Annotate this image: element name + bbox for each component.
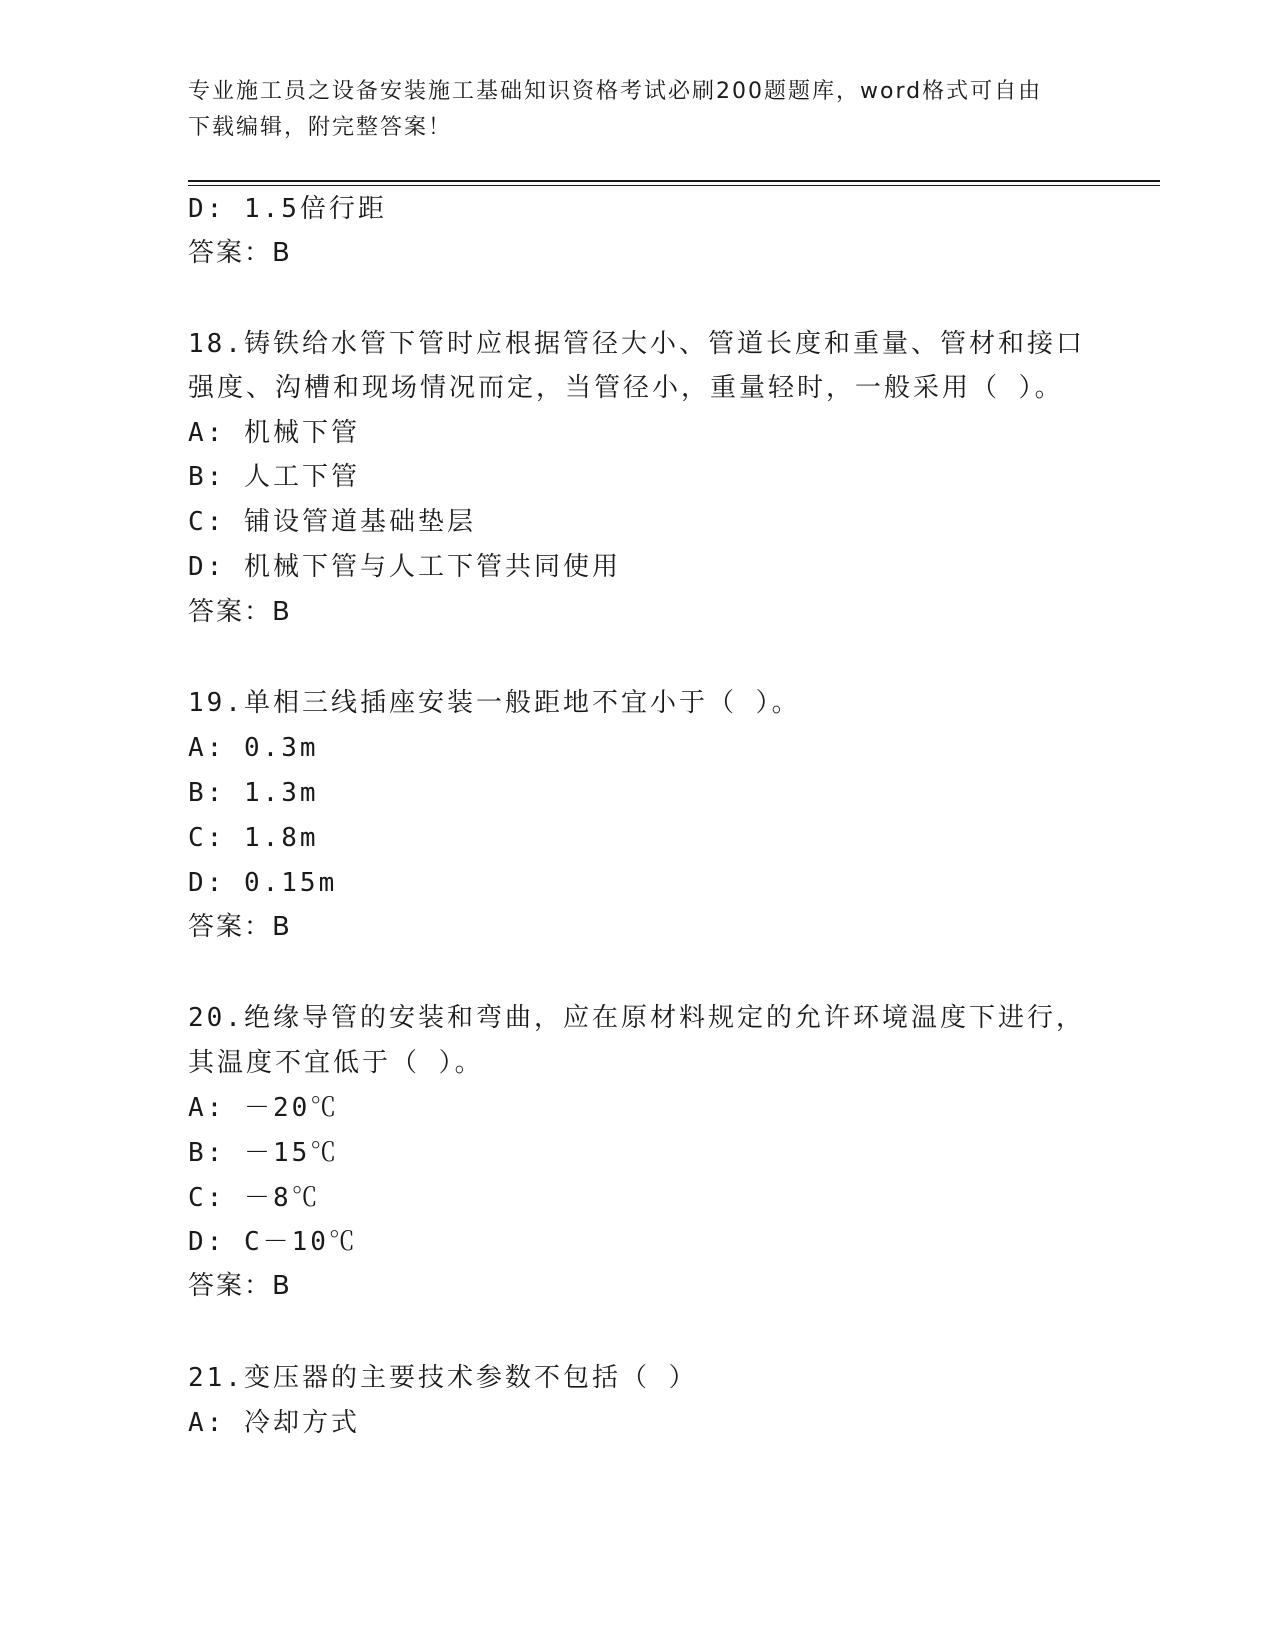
- q20-option-c: C: －8℃: [188, 1183, 321, 1213]
- q20-option-b: B: －15℃: [188, 1138, 340, 1168]
- document-header: [188, 74, 1068, 146]
- q19-answer: 答案：B: [188, 912, 292, 942]
- q18-option-a: A: 机械下管: [188, 418, 360, 448]
- q18-answer: 答案：B: [188, 597, 292, 627]
- q19-option-d: D: 0.15m: [188, 868, 338, 898]
- q19-option-a: A: 0.3m: [188, 733, 319, 763]
- q18-option-c: C: 铺设管道基础垫层: [188, 507, 476, 537]
- q19-option-c: C: 1.8m: [188, 823, 319, 853]
- q18-stem-line-1: 18.铸铁给水管下管时应根据管径大小、管道长度和重量、管材和接口: [188, 329, 1085, 359]
- q20-stem-line-1: 20.绝缘导管的安装和弯曲，应在原材料规定的允许环境温度下进行，: [188, 1003, 1085, 1033]
- q18-option-b: B: 人工下管: [188, 462, 360, 492]
- q20-option-d: D: C－10℃: [188, 1227, 358, 1257]
- header-title-line-2: 下载编辑，附完整答案！: [188, 115, 453, 140]
- q21-option-a: A: 冷却方式: [188, 1408, 360, 1438]
- q17-answer: 答案：B: [188, 238, 292, 268]
- q19-option-b: B: 1.3m: [188, 778, 319, 808]
- header-divider: [188, 180, 1160, 182]
- q18-stem-line-2: 强度、沟槽和现场情况而定，当管径小，重量轻时，一般采用（ ）。: [188, 373, 1064, 403]
- q20-answer: 答案：B: [188, 1271, 292, 1301]
- q19-stem: 19.单相三线插座安装一般距地不宜小于（ ）。: [188, 688, 801, 718]
- header-divider-thin: [188, 185, 1160, 186]
- q17-option-d: D: 1.5倍行距: [188, 194, 387, 224]
- header-title-line-1: 专业施工员之设备安装施工基础知识资格考试必刷200题题库，word格式可自由: [188, 79, 1043, 104]
- q20-stem-line-2: 其温度不宜低于（ ）。: [188, 1048, 484, 1078]
- q18-option-d: D: 机械下管与人工下管共同使用: [188, 552, 621, 582]
- q21-stem: 21.变压器的主要技术参数不包括（ ）: [188, 1363, 698, 1393]
- q20-option-a: A: －20℃: [188, 1093, 340, 1123]
